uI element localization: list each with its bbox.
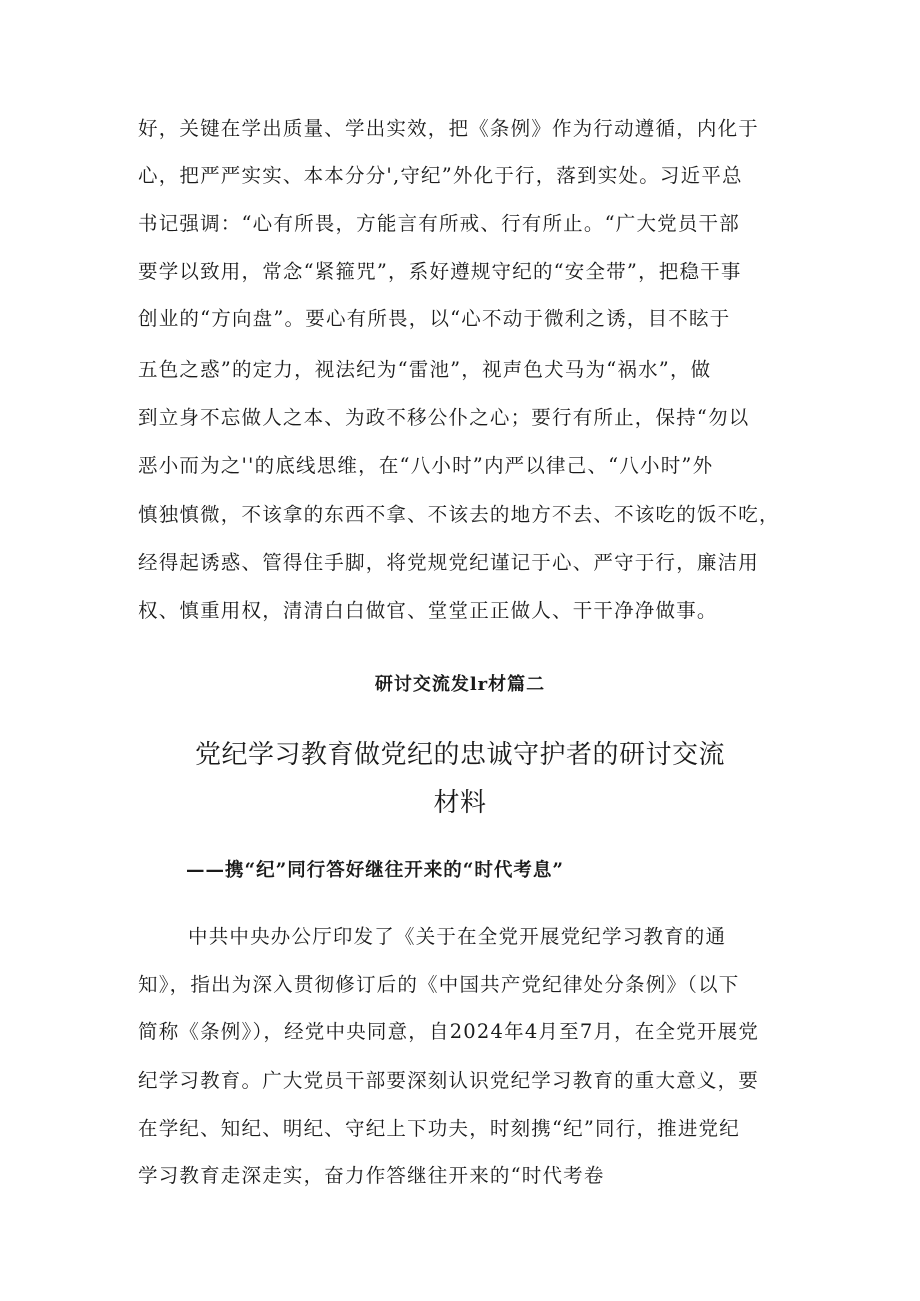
paragraph1-line-11: 权、慎重用权，清清白白做官、堂堂正正做人、干干净净做事。 [138,599,718,622]
paragraph2-line-4: 纪学习教育。广大党员干部要深刻认识党纪学习教育的重大意义，要 [138,1069,760,1092]
paragraph2-line-6: 学习教育走深走实，奋力作答继往开来的“时代考卷 [138,1164,605,1187]
document-title-line-1: 党纪学习教育做党纪的忠诚守护者的研讨交流 [194,740,725,770]
paragraph2-line-3: 简称《条例》），经党中央同意，自2024年4月至7月，在全党开展党 [138,1020,760,1043]
paragraph1-line-3: 书记强调：“心有所畏，方能言有所戒、行有所止。“广大党员干部 [138,212,740,235]
paragraph1-line-7: 到立身不忘做人之本、为政不移公仆之心；要行有所止，保持“勿以 [138,406,750,429]
paragraph1-line-10: 经得起诱惑、管得住手脚，将党规党纪谨记于心、严守于行，廉洁用 [138,551,760,574]
paragraph1-line-1: 好，关键在学出质量、学出实效，把《条例》作为行动遵循，内化于 [138,117,760,140]
paragraph1-line-8: 恶小而为之''的底线思维，在“八小时”内严以律己、“八小时”外 [138,454,714,477]
document-subtitle: ——携“纪”同行答好继往开来的“时代考息” [186,860,565,881]
document-title-line-2: 材料 [433,788,487,818]
paragraph1-line-4: 要学以致用，常念“紧箍咒”，系好遵规守纪的“安全带”，把稳干事 [138,260,742,283]
paragraph1-line-5: 创业的“方向盘”。要心有所畏，以“心不动于微利之诱，目不眩于 [138,307,731,330]
section-label: 研讨交流发lr材篇二 [374,674,546,695]
paragraph1-line-6: 五色之惑”的定力，视法纪为“雷池”，视声色犬马为“祸水”，做 [138,358,712,381]
paragraph2-line-1: 中共中央办公厅印发了《关于在全党开展党纪学习教育的通 [188,925,727,948]
paragraph2-line-5: 在学纪、知纪、明纪、守纪上下功夫，时刻携“纪”同行，推进党纪 [138,1117,740,1140]
paragraph1-line-2: 心，把严严实实、本本分分',守纪”外化于行，落到实处。习近平总 [138,164,743,187]
paragraph1-line-9: 慎独慎微，不该拿的东西不拿、不该去的地方不去、不该吃的饭不吃， [138,503,780,526]
paragraph2-line-2: 知》，指出为深入贯彻修订后的《中国共产党纪律处分条例》（以下 [138,973,740,996]
